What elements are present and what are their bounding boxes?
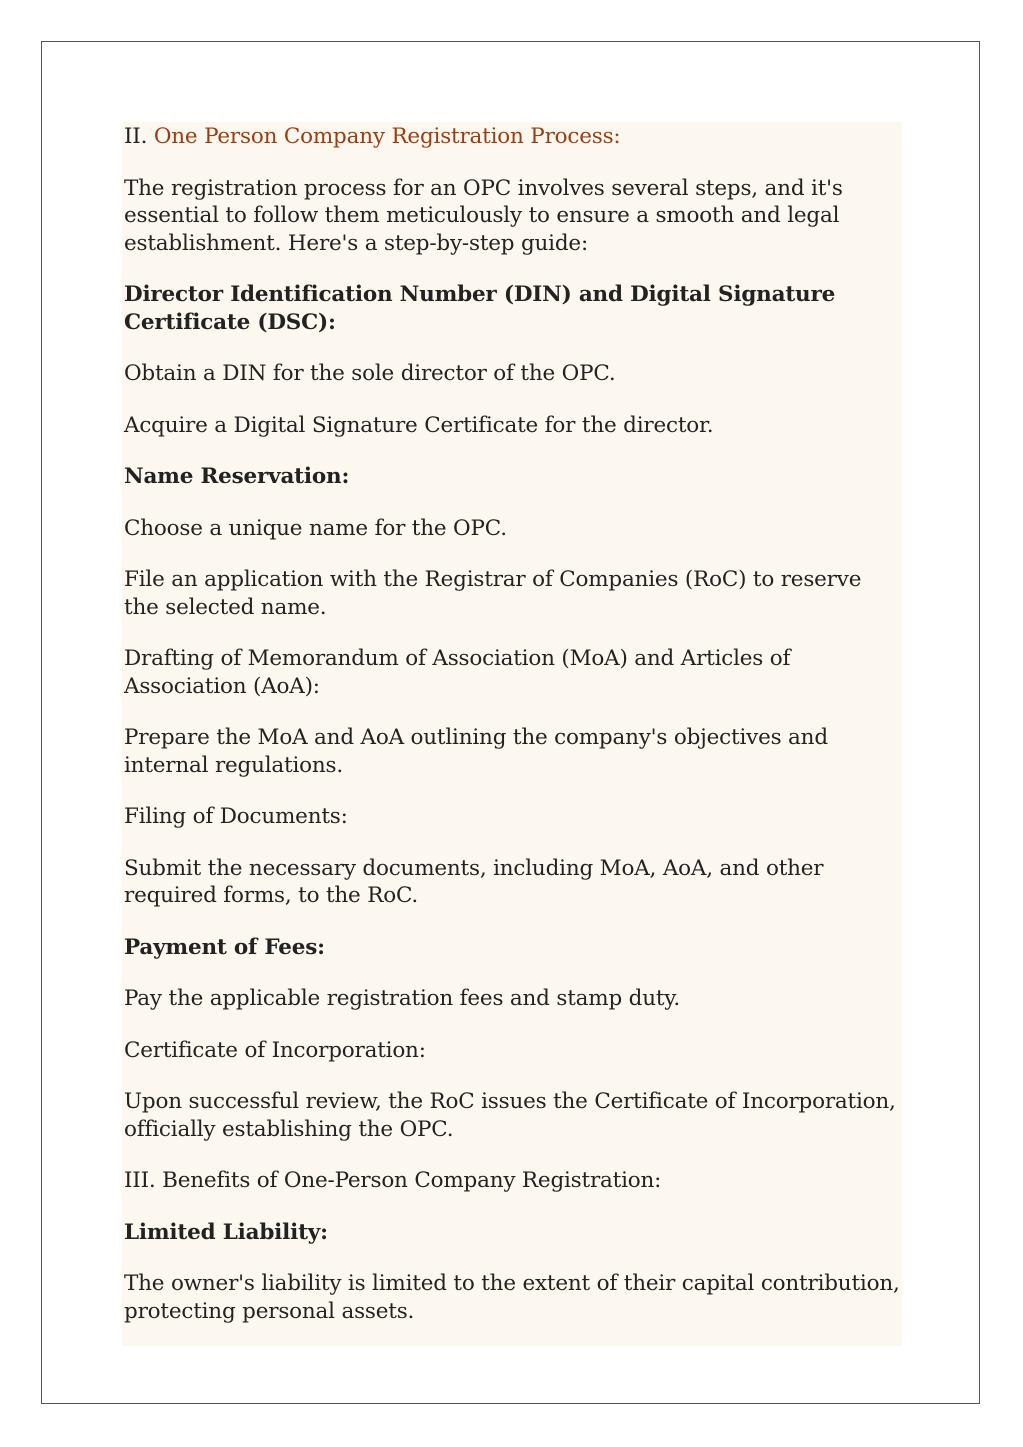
step-heading-certificate: Certificate of Incorporation: [124, 1037, 426, 1063]
benefit-heading-limited-liability: Limited Liability: [124, 1219, 328, 1245]
section-number: II. [124, 124, 154, 149]
paragraph: Choose a unique name for the OPC. [124, 515, 507, 541]
paragraph: Submit the necessary documents, including MoA, AoA, and other required forms, to the RoC. [124, 855, 824, 908]
paragraph: Prepare the MoA and AoA outlining the company's objectives and internal regulations. [124, 725, 828, 778]
paragraph: Pay the applicable registration fees and stamp duty. [124, 986, 681, 1011]
paragraph: File an application with the Registrar of Companies (RoC) to reserve the selected name. [124, 567, 862, 620]
step-heading-fees: Payment of Fees: [124, 934, 325, 960]
paragraph: Upon successful review, the RoC issues the Certificate of Incorporation, officially establishing the OPC. [124, 1089, 896, 1142]
intro-paragraph: The registration process for an OPC involves several steps, and it's essential to follow them meticulously to ensure a smooth and legal establishment. Here's a step-by-step guide: [124, 175, 843, 256]
document-content [122, 122, 902, 1346]
section-title: One Person Company Registration Process: [153, 124, 621, 149]
step-heading-filing: Filing of Documents: [124, 804, 348, 829]
paragraph: Acquire a Digital Signature Certificate for the director. [124, 412, 714, 438]
step-heading-din-dsc: Director Identification Number (DIN) and Digital Signature Certificate (DSC): [124, 282, 836, 335]
step-heading-name-reservation: Name Reservation: [124, 464, 350, 489]
section-heading [124, 123, 902, 151]
step-heading-moa-aoa: Drafting of Memorandum of Association (MoA) and Articles of Association (AoA): [124, 646, 791, 699]
section-heading-benefits: III. Benefits of One-Person Company Registration: [124, 1168, 662, 1193]
paragraph: The owner's liability is limited to the extent of their capital contribution, protecting personal assets. [124, 1271, 900, 1324]
paragraph: Obtain a DIN for the sole director of the OPC. [124, 361, 616, 386]
